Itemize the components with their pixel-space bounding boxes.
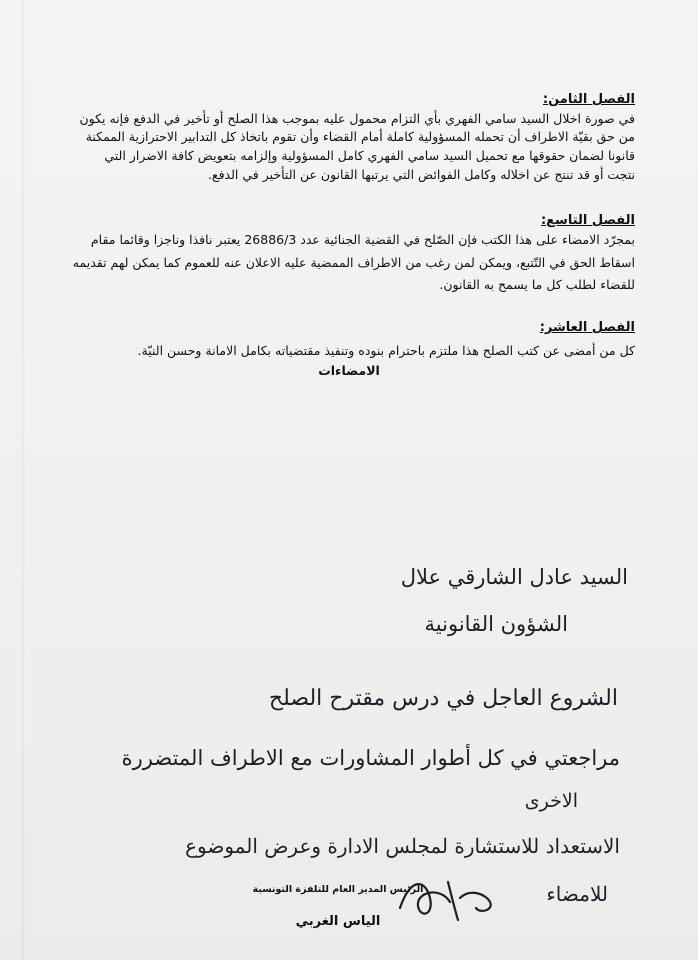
stamp-title: الرئيس المدير العام للتلفزة التونسية bbox=[252, 884, 424, 895]
chapter8-line-4: نتجت أو قد تنتج عن اخلاله وكامل الفوائض التي يرتبها القانون عن التأخير في الدفع. bbox=[207, 167, 635, 182]
handwritten-line-5: الاخرى bbox=[524, 790, 578, 812]
chapter9-heading: الفصل التاسع: bbox=[540, 213, 635, 228]
chapter8-line-2: من حق بقيّة الاطراف أن تحمله المسؤولية كاملة أمام القضاء وأن تقوم باتخاذ كل التدابير الاحترازية الممكنة bbox=[85, 129, 635, 144]
page-fold-shadow bbox=[22, 0, 25, 960]
chapter9-line-2: اسقاط الحق في التّتبع، ويمكن لمن رغب من الاطراف الممضية عليه الاعلان عنه للعموم كما يمكن لهم تقديمه bbox=[72, 255, 635, 270]
handwritten-line-1: السيد عادل الشارقي علال bbox=[400, 565, 628, 589]
chapter9-line-1: بمجرّد الامضاء على هذا الكتب فإن الصّلح في القضية الجنائية عدد 26886/3 يعتبر نافذا وناجزا وقائما مقام bbox=[90, 232, 635, 247]
chapter10-heading: الفصل العاشر: bbox=[539, 320, 635, 335]
handwritten-line-2: الشؤون القانونية bbox=[424, 612, 568, 636]
chapter8-heading: الفصل الثامن: bbox=[542, 92, 635, 107]
stamp-name: الياس الغربي bbox=[295, 914, 381, 929]
handwritten-line-3: الشروع العاجل في درس مقترح الصلح bbox=[268, 686, 618, 711]
chapter10-line-1: كل من أمضى عن كتب الصلح هذا ملتزم باحترام بنوده وتنفيذ مقتضياته بكامل الامانة وحسن النيّة. bbox=[137, 343, 635, 358]
signatures-title: الامضاءات bbox=[318, 363, 380, 378]
handwritten-line-4: مراجعتي في كل أطوار المشاورات مع الاطراف المتضررة bbox=[121, 746, 620, 770]
handwritten-line-6: الاستعداد للاستشارة لمجلس الادارة وعرض الموضوع bbox=[185, 834, 620, 858]
chapter9-line-3: للقضاء لطلب كل ما يسمح به القانون. bbox=[439, 277, 635, 292]
chapter8-line-3: قانونا لضمان حقوقها مع تحميل السيد سامي الفهري كامل المسؤولية وإلزامه بتعويض كافة الاضرار التي bbox=[104, 148, 635, 163]
handwritten-line-7: للامضاء bbox=[546, 882, 608, 906]
chapter8-line-1: في صورة اخلال السيد سامي الفهري بأي التزام محمول عليه بموجب هذا الصلح أو تأخير في الدفع فإنه يكون bbox=[79, 111, 635, 126]
